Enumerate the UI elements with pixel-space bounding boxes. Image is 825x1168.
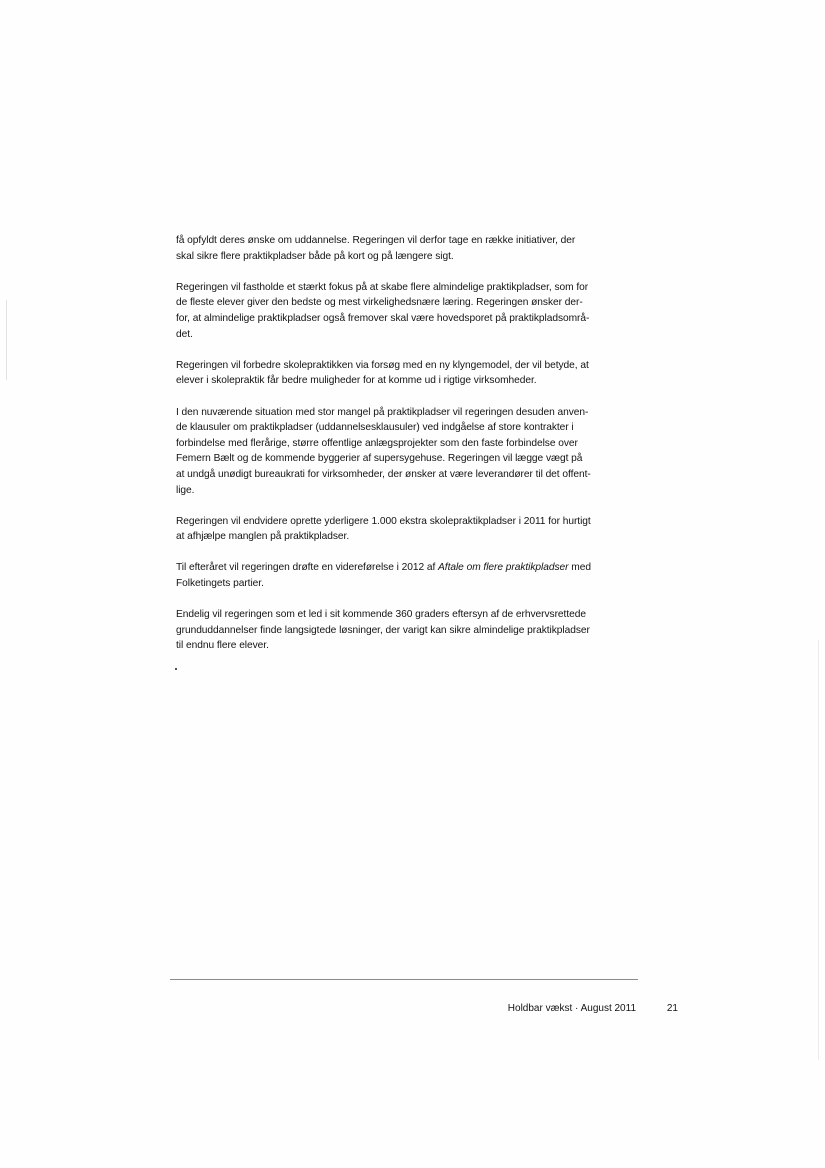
paragraph-6-lead: Til efteråret vil regeringen drøfte en videreførelse i 2012 af bbox=[176, 562, 439, 574]
page-number: 21 bbox=[666, 1003, 678, 1014]
paragraph-2: Regeringen vil fastholde et stærkt fokus på at skabe flere almindelige praktikpladser, som for de fleste elever giver den bedste og mest virkelighedsnære læring. Regeringen ønsker der- for, at almindelige praktikpladser også fremover skal være hovedsporet på praktikpladsområ- det. bbox=[176, 281, 590, 340]
paragraph-6-tail: med Folketingets partier. bbox=[176, 562, 591, 590]
scan-edge-left bbox=[6, 300, 7, 380]
paragraph-7: Endelig vil regeringen som et led i sit kommende 360 graders eftersyn af de erhvervsrettede grunduddannelser finde langsigtede løsninger, der varigt kan sikre almindelige praktikpladser til endnu flere elever. bbox=[176, 609, 590, 652]
paragraph-3: Regeringen vil forbedre skolepraktikken via forsøg med en ny klyngemodel, der vil betyde, at elever i skolepraktik får bedre muligheder for at komme ud i rigtige virksomheder. bbox=[176, 359, 589, 387]
stray-dot bbox=[175, 668, 177, 670]
body-text bbox=[176, 233, 644, 670]
footer-publication: Holdbar vækst · August 2011 bbox=[507, 1003, 636, 1014]
scan-edge-right bbox=[818, 640, 819, 1060]
agreement-title: Aftale om flere praktikpladser bbox=[438, 562, 569, 574]
paragraph-4: I den nuværende situation med stor mangel på praktikpladser vil regeringen desuden anven- de klausuler om praktikpladser (uddannelsesklausuler) ved indgåelse af store kontrakter i forbindelse med flerårige, større offentlige anlægsprojekter som den faste forbindelse over Femern Bælt og de kommende byggerier af supersygehuse. Regeringen vil lægge vægt på at undgå unødigt bureaukrati for virksomheder, der ønsker at være leverandører til det offent- lige. bbox=[176, 406, 591, 496]
paragraph-5: Regeringen vil endvidere oprette yderligere 1.000 ekstra skolepraktikpladser i 2011 for hurtigt at afhjælpe manglen på praktikpladser. bbox=[176, 515, 591, 543]
paragraph-6 bbox=[176, 560, 644, 591]
footer-divider bbox=[170, 979, 638, 980]
paragraph-1: få opfyldt deres ønske om uddannelse. Regeringen vil derfor tage en række initiativer, der skal sikre flere praktikpladser både på kort og på længere sigt. bbox=[176, 235, 576, 262]
